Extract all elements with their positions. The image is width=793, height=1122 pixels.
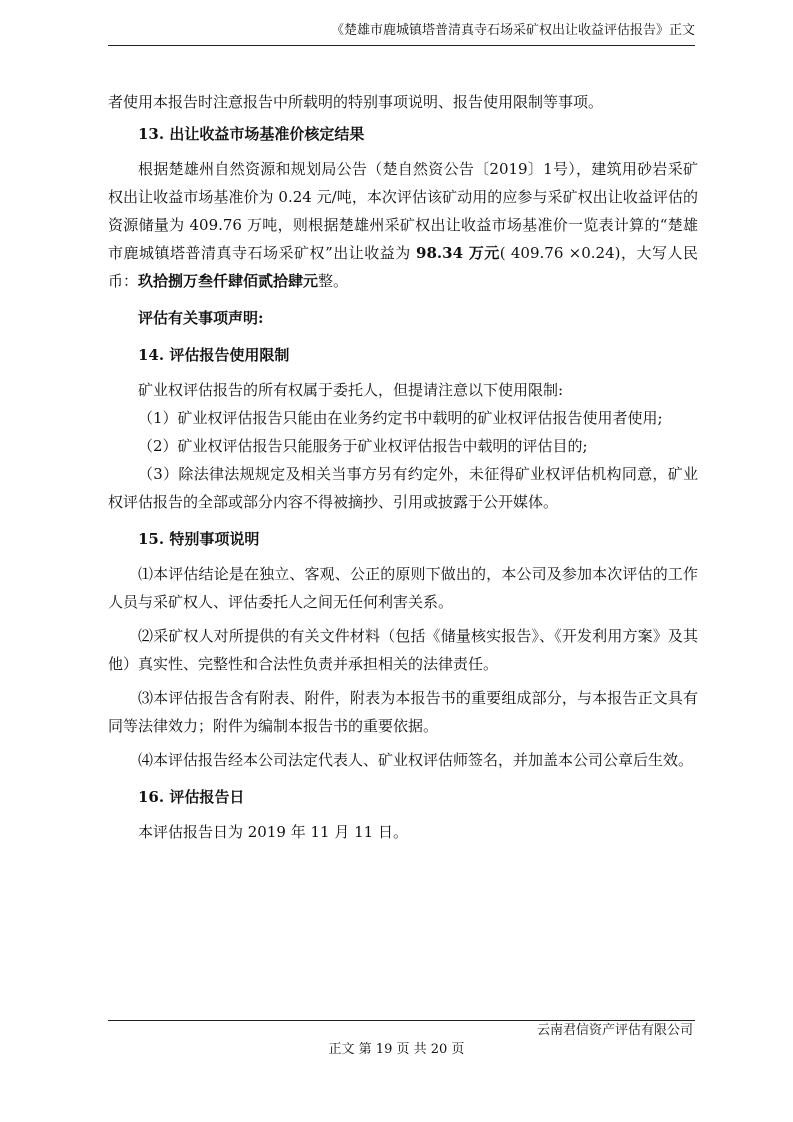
header-title: 《楚雄市鹿城镇塔普清真寺石场采矿权出让收益评估报告》正文 xyxy=(330,23,695,38)
page-header xyxy=(108,22,695,46)
section-13-amount: 98.34 万元 xyxy=(416,244,500,262)
intro-line: 者使用本报告时注意报告中所载明的特别事项说明、报告使用限制等事项。 xyxy=(108,93,604,111)
section-13-text-b: ( 409.76 ×0.24)，大写人民币： xyxy=(108,244,698,290)
document-body xyxy=(108,88,698,846)
section-13-amount-words: 玖拾捌万叁仟肆佰贰拾肆元 xyxy=(138,272,319,290)
section-15-heading: 15. 特别事项说明 xyxy=(138,530,260,548)
section-15-paragraph-2: ⑵采矿权人对所提供的有关文件材料（包括《储量核实报告》、《开发利用方案》及其他）真实性、完整性和合法性负责并承担相关的法律责任。 xyxy=(108,627,698,673)
section-16-paragraph: 本评估报告日为 2019 年 11 月 11 日。 xyxy=(138,823,408,841)
section-14-paragraph-3: （2）矿业权评估报告只能服务于矿业权评估报告中载明的评估目的; xyxy=(138,437,588,455)
section-15-paragraph-4: ⑷本评估报告经本公司法定代表人、矿业权评估师签名，并加盖本公司公章后生效。 xyxy=(138,751,694,769)
section-14-heading: 14. 评估报告使用限制 xyxy=(138,346,290,364)
section-14-paragraph-2: （1）矿业权评估报告只能由在业务约定书中载明的矿业权评估报告使用者使用; xyxy=(138,409,663,427)
section-14-paragraph-1: 矿业权评估报告的所有权属于委托人，但提请注意以下使用限制: xyxy=(138,381,564,399)
section-14-paragraph-4: （3）除法律法规规定及相关当事方另有约定外，未征得矿业权评估机构同意，矿业权评估报告的全部或部分内容不得被摘抄、引用或披露于公开媒体。 xyxy=(108,465,698,511)
section-13-text-a: 根据楚雄州自然资源和规划局公告（楚自然资公告〔2019〕1号），建筑用砂岩采矿权出让收益市场基准价为 0.24 元/吨，本次评估该矿动用的应参与采矿权出让收益评估的资源储量为 409.76 万吨，则根据楚雄州采矿权出让收益市场基准价一览表计算的“楚雄市鹿城镇塔普清真寺石场采矿权”出让收益为 xyxy=(108,160,698,262)
section-13-text-c: 整。 xyxy=(318,272,349,290)
section-16-heading: 16. 评估报告日 xyxy=(138,788,245,806)
section-13-paragraph xyxy=(108,155,698,295)
section-15-paragraph-3: ⑶本评估报告含有附表、附件，附表为本报告书的重要组成部分，与本报告正文具有同等法律效力；附件为编制本报告书的重要依据。 xyxy=(108,689,698,735)
section-15-paragraph-1: ⑴本评估结论是在独立、客观、公正的原则下做出的，本公司及参加本次评估的工作人员与采矿权人、评估委托人之间无任何利害关系。 xyxy=(108,565,698,611)
footer-company: 云南君信资产评估有限公司 xyxy=(536,1023,693,1038)
statement-heading: 评估有关事项声明: xyxy=(138,309,264,327)
page-number: 正文 第 19 页 共 20 页 xyxy=(328,1042,465,1057)
section-13-heading: 13. 出让收益市场基准价核定结果 xyxy=(138,125,365,143)
